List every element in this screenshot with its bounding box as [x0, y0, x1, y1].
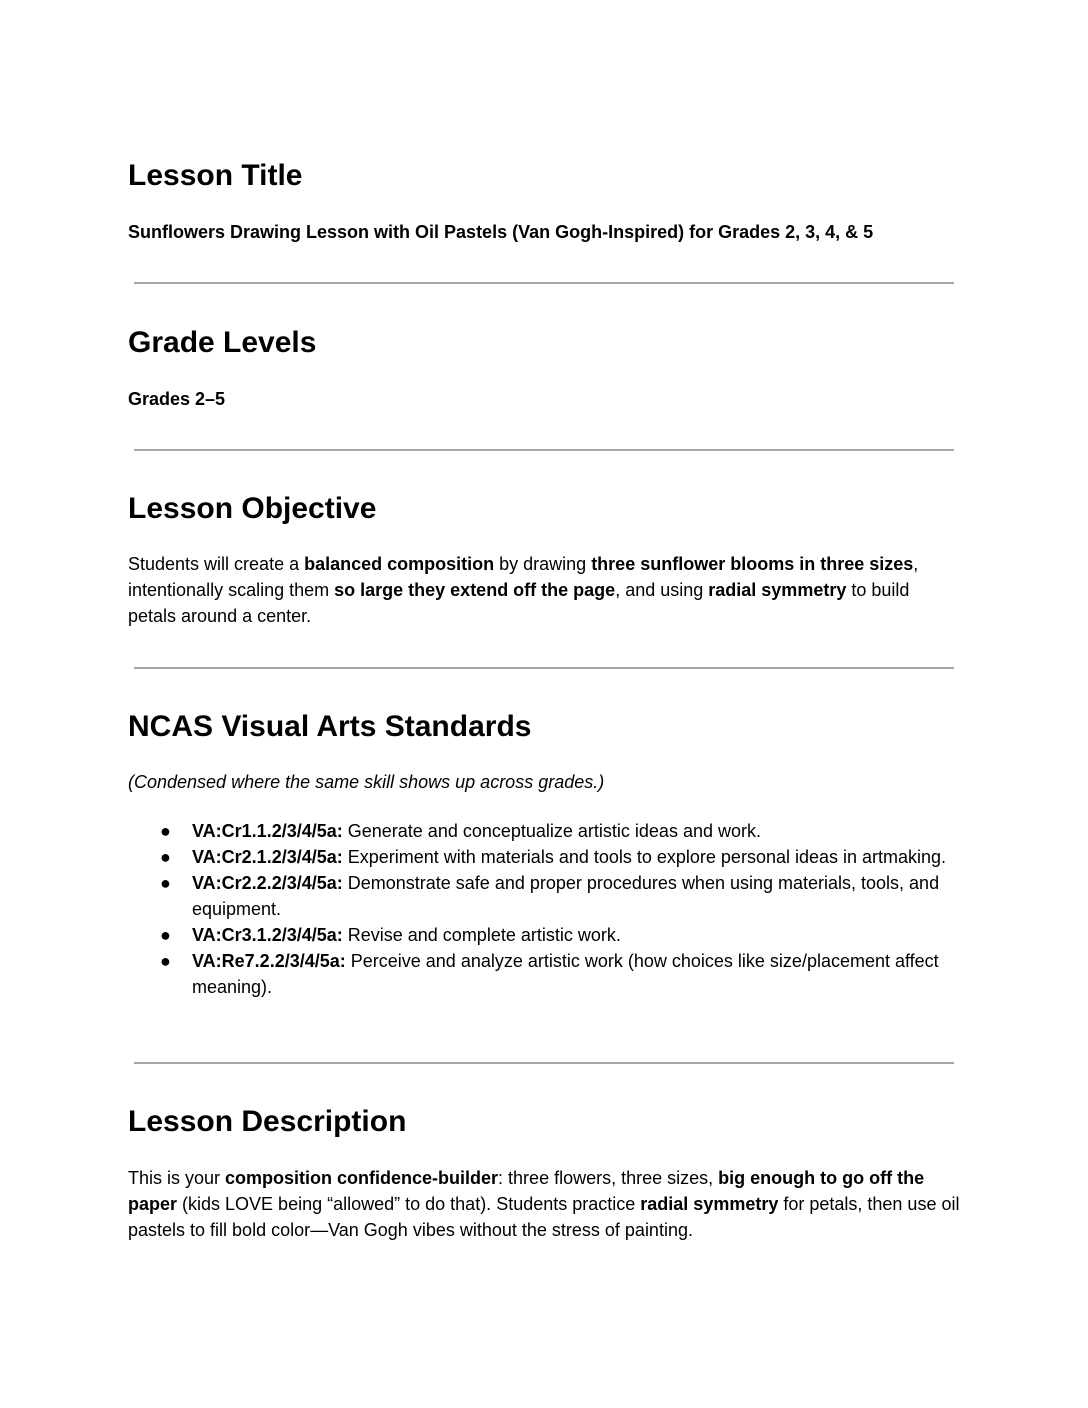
description-bold-2: big enough to go off the paper	[128, 1168, 925, 1214]
objective-text-2: by drawing	[494, 554, 592, 574]
list-item	[128, 922, 960, 948]
description-text-4: for petals, then use oil pastels to fill bold color—Van Gogh vibes without the stress of painting.	[128, 1194, 960, 1240]
standard-code: VA:Cr2.1.2/3/4/5a:	[192, 847, 343, 867]
objective-bold-2: three sunflower blooms in three sizes	[591, 554, 914, 574]
description-paragraph	[128, 1165, 960, 1243]
description-text-1: This is your	[128, 1168, 226, 1188]
bullet-icon: ●	[160, 951, 171, 971]
standard-code: VA:Re7.2.2/3/4/5a:	[192, 951, 346, 971]
lesson-title-section	[128, 158, 960, 244]
objective-text-5: to build petals around a center.	[128, 580, 910, 626]
description-section	[128, 1104, 960, 1243]
standards-note: (Condensed where the same skill shows up across grades.)	[128, 772, 605, 792]
objective-text-4: , and using	[615, 580, 709, 600]
bullet-icon: ●	[160, 821, 171, 841]
bullet-icon: ●	[160, 847, 171, 867]
grade-levels-section	[128, 325, 960, 411]
standard-code: VA:Cr1.1.2/3/4/5a:	[192, 821, 343, 841]
bullet-icon: ●	[160, 925, 171, 945]
grade-levels-heading: Grade Levels	[128, 326, 317, 359]
description-text-3: (kids LOVE being “allowed” to do that). Students practice	[177, 1194, 641, 1214]
description-bold-1: composition confidence-builder	[225, 1168, 499, 1188]
list-item	[128, 870, 960, 922]
list-item	[128, 844, 960, 870]
standard-text: Perceive and analyze artistic work (how choices like size/placement affect meaning).	[192, 951, 939, 997]
lesson-title-text: Sunflowers Drawing Lesson with Oil Pastels (Van Gogh-Inspired) for Grades 2, 3, 4, & 5	[128, 222, 874, 242]
lesson-title-heading: Lesson Title	[128, 159, 303, 192]
objective-bold-4: radial symmetry	[708, 580, 847, 600]
bullet-icon: ●	[160, 873, 171, 893]
standards-heading: NCAS Visual Arts Standards	[128, 710, 532, 743]
standards-list	[128, 818, 960, 1000]
description-heading: Lesson Description	[128, 1105, 407, 1138]
objective-text-3: , intentionally scaling them	[128, 554, 919, 600]
list-item	[128, 818, 960, 844]
description-bold-3: radial symmetry	[640, 1194, 779, 1214]
standard-code: VA:Cr3.1.2/3/4/5a:	[192, 925, 343, 945]
standard-code: VA:Cr2.2.2/3/4/5a:	[192, 873, 343, 893]
objective-bold-3: so large they extend off the page	[334, 580, 616, 600]
objective-heading: Lesson Objective	[128, 492, 377, 525]
divider-1	[134, 282, 954, 284]
standard-text: Revise and complete artistic work.	[342, 925, 621, 945]
list-item	[128, 948, 960, 1000]
objective-paragraph	[128, 551, 960, 629]
description-text-2: : three flowers, three sizes,	[498, 1168, 719, 1188]
standards-section	[128, 709, 960, 1000]
grade-levels-text: Grades 2–5	[128, 389, 226, 409]
standard-text: Generate and conceptualize artistic ideas and work.	[342, 821, 761, 841]
objective-text-1: Students will create a	[128, 554, 305, 574]
divider-2	[134, 449, 954, 451]
divider-4	[134, 1062, 954, 1064]
standard-text: Demonstrate safe and proper procedures when using materials, tools, and equipment.	[192, 873, 940, 919]
objective-bold-1: balanced composition	[304, 554, 495, 574]
standard-text: Experiment with materials and tools to explore personal ideas in artmaking.	[342, 847, 947, 867]
objective-section	[128, 491, 960, 629]
divider-3	[134, 667, 954, 669]
